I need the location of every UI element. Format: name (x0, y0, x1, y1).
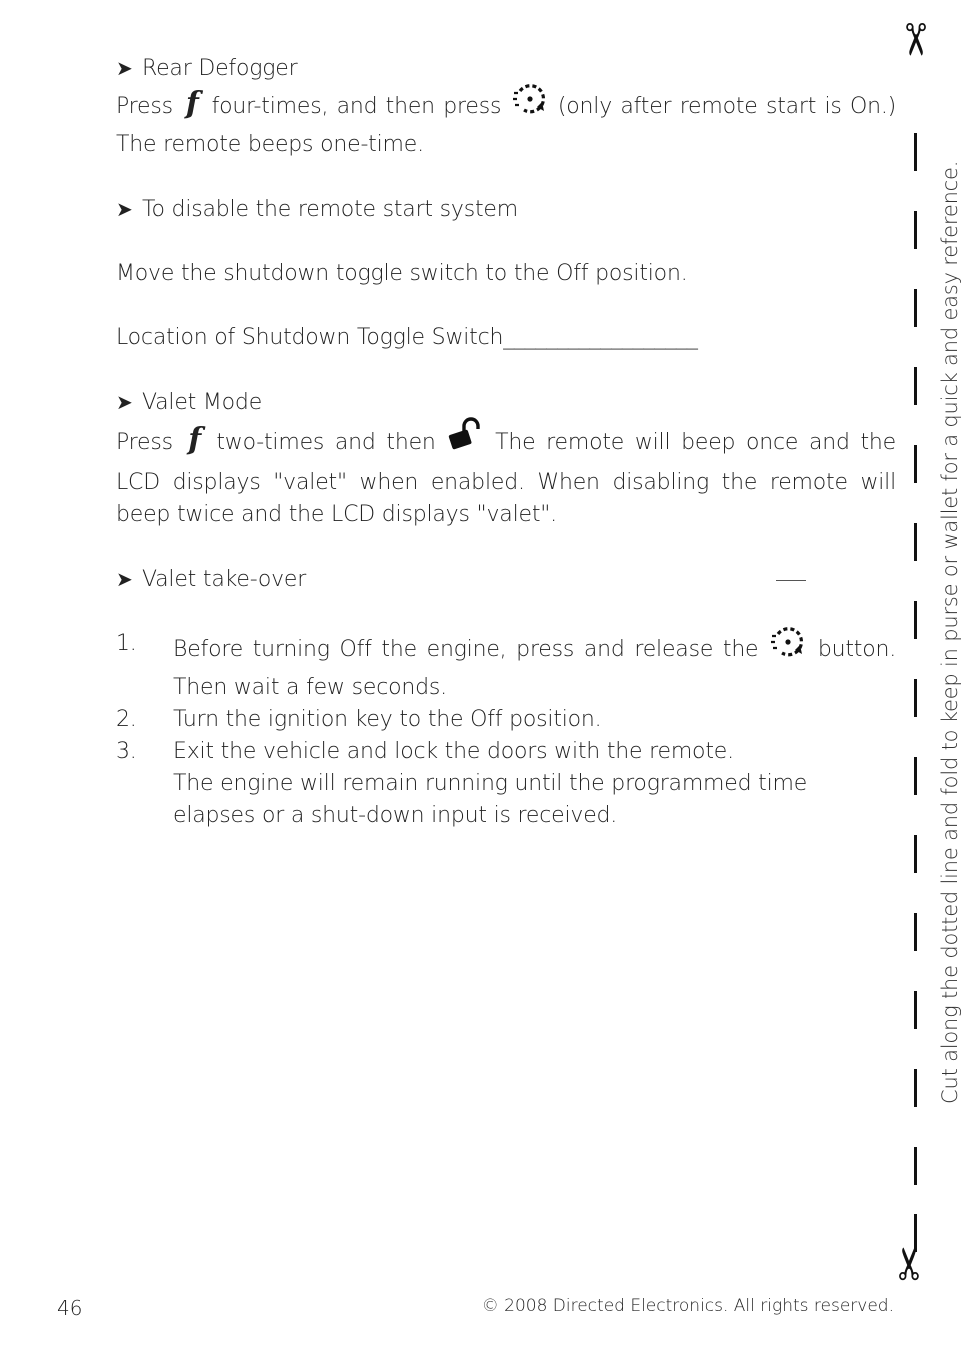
list-item: 3. Exit the vehicle and lock the doors with the remote. The engine will remain running until the programmed time elapses or a shut-down input is received. (116, 739, 808, 828)
list-item: 1. Before turning Off the engine, press and release the button. Then wait a few seconds. (116, 628, 896, 704)
cut-line-dash (914, 1147, 917, 1185)
scissors-icon: ✂ (884, 1245, 936, 1282)
remote-start-icon (768, 625, 808, 669)
valet-mode-instructions: Press f two-times and then The remote will beep once and the LCD displays "valet" when enabled. When disabling the remote will beep twice and the LCD displays "valet". (116, 419, 896, 531)
unlock-icon (446, 416, 484, 464)
cut-line-dash (914, 211, 917, 249)
rear-defogger-instructions: Press f four-times, and then press (only after remote start is On.) The remote beeps one-time. (116, 85, 896, 161)
cut-line-dash (914, 289, 917, 327)
cut-line-dash (914, 991, 917, 1029)
arrow-bullet-icon: ➤ (116, 390, 133, 414)
section-heading-valet-takeover: ➤ Valet take-over (116, 563, 896, 596)
cut-line-dash (914, 835, 917, 873)
function-key-icon: f (188, 422, 201, 457)
section-heading-valet-mode: ➤ Valet Mode (116, 386, 896, 419)
shutdown-switch-location: Location of Shutdown Toggle Switch__________________ (116, 325, 698, 350)
overline-mark (776, 580, 806, 581)
page-number: 46 (57, 1296, 83, 1320)
cut-line-dash (914, 133, 917, 171)
cut-line-dash (914, 679, 917, 717)
remote-start-icon (510, 82, 550, 126)
arrow-bullet-icon: ➤ (116, 197, 133, 221)
arrow-bullet-icon: ➤ (116, 56, 133, 80)
section-heading-rear-defogger: ➤ Rear Defogger (116, 52, 896, 85)
valet-takeover-steps (116, 628, 896, 832)
cut-line-dash (914, 757, 917, 795)
cut-line-dash (914, 367, 917, 405)
page-content (116, 52, 896, 832)
scissors-icon: ✂ (888, 21, 940, 58)
arrow-bullet-icon: ➤ (116, 567, 133, 591)
disable-instructions: Move the shutdown toggle switch to the Off position. (116, 261, 688, 286)
list-item: 2. Turn the ignition key to the Off position. (116, 707, 602, 732)
section-heading-disable: ➤ To disable the remote start system (116, 193, 896, 226)
copyright-notice: © 2008 Directed Electronics. All rights reserved. (481, 1296, 894, 1316)
function-key-icon: f (185, 86, 199, 121)
cut-line-dash (914, 913, 917, 951)
cut-line-dash (914, 445, 917, 483)
cut-line-dash (914, 601, 917, 639)
cut-line-dash (914, 1069, 917, 1107)
cut-instruction-text: Cut along the dotted line and fold to keep in purse or wallet for a quick and easy reference. (938, 160, 962, 1104)
cut-line-dash (914, 523, 917, 561)
